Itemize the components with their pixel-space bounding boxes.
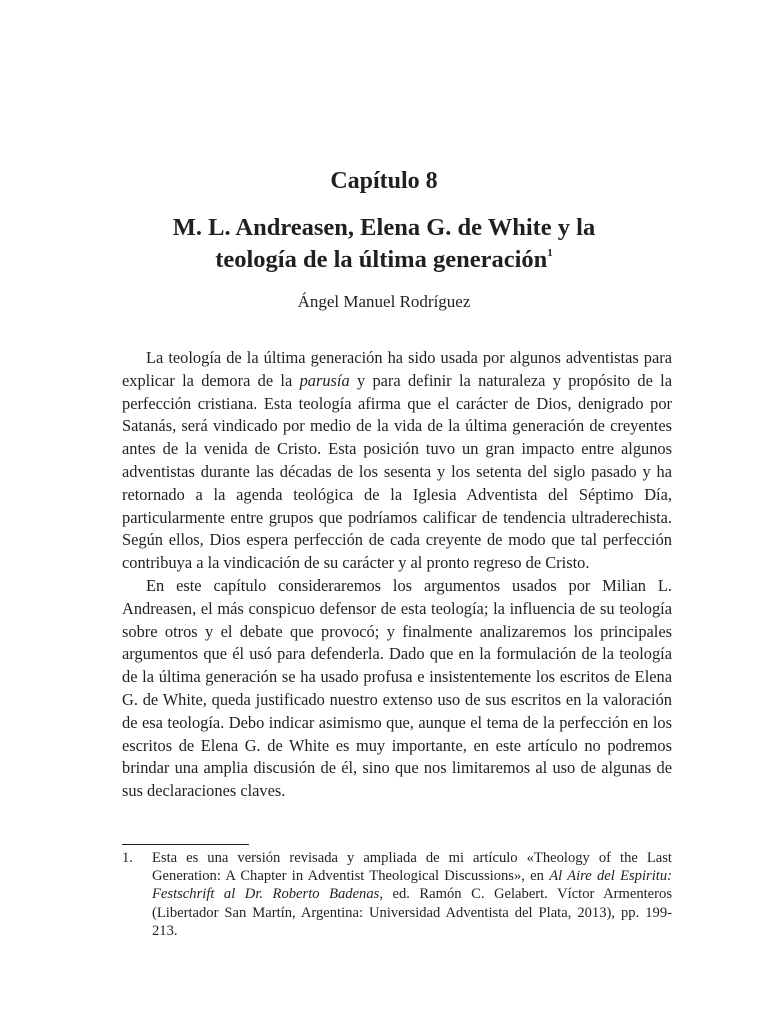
- footnote-italic-title: Al Aire del Espiritu: Festschrift al Dr. Roberto Badenas: [152, 868, 672, 903]
- footnote-reference: 1: [547, 247, 553, 259]
- chapter-title-line-1: M. L. Andreasen, Elena G. de White y la: [172, 214, 596, 241]
- paragraph-1-part-b: y para definir la naturaleza y propósito de la perfección cristiana. Esta teología afirma que el carácter de Dios, denigrado por Satanás, será vindicado por medio de la vida de la última generación de creyentes antes de la venida de Cristo. Esta posición tuvo un gran impacto entre algunos adventistas durante las décadas de los sesenta y los setenta del siglo pasado y ha retornado a la agenda teológica de la Iglesia Adventista del Séptimo Día, particularmente entre grupos que podríamos calificar de tendencia ultraderechista. Según ellos, Dios espera perfección de cada creyente de modo que tal perfección contribuya a la vindicación de su carácter y al pronto regreso de Cristo.: [122, 370, 673, 573]
- footnote-text-part-a: Esta es una versión revisada y ampliada de mi artículo «Theology of the Last Generation: A Chapter in Adventist Theological Discussions», en: [152, 850, 672, 885]
- footnote-number: 1.: [122, 850, 133, 866]
- paragraph-1-italic-term: parusía: [299, 370, 350, 390]
- author-name: Ángel Manuel Rodríguez: [297, 292, 471, 311]
- body-text: [122, 347, 672, 803]
- chapter-title-line-2: teología de la última generación: [215, 246, 548, 273]
- footnote-divider: [122, 844, 249, 845]
- paragraph-1: [122, 347, 672, 575]
- chapter-title: [60, 212, 708, 276]
- footnote-text: [152, 849, 672, 940]
- paragraph-2: En este capítulo consideraremos los argumentos usados por Milian L. Andreasen, el más conspicuo defensor de esta teología; la influencia de su teología sobre otros y el debate que provocó; y finalmente analizaremos los principales argumentos que él usó para defenderla. Dado que en la formulación de la teología de la última generación se ha usado profusa e insistentemente los escritos de Elena G. de White, queda justificado nuestro extenso uso de sus escritos en la valoración de esa teología. Debo indicar asimismo que, aunque el tema de la perfección en los escritos de Elena G. de White es muy importante, en este artículo no podremos brindar una amplia discusión de él, sino que nos limitaremos al uso de algunas de sus declaraciones claves.: [122, 575, 672, 801]
- chapter-label: Capítulo 8: [330, 168, 438, 194]
- footnote: [122, 849, 672, 940]
- footnote-text-part-b: , ed. Ramón C. Gelabert. Víctor Armenteros (Libertador San Martín, Argentina: Universidad Adventista del Plata, 2013), pp. 199-213.: [152, 886, 672, 939]
- paragraph-1-part-a: La teología de la última generación ha sido usada por algunos adventistas para explicar la demora de la: [122, 348, 672, 390]
